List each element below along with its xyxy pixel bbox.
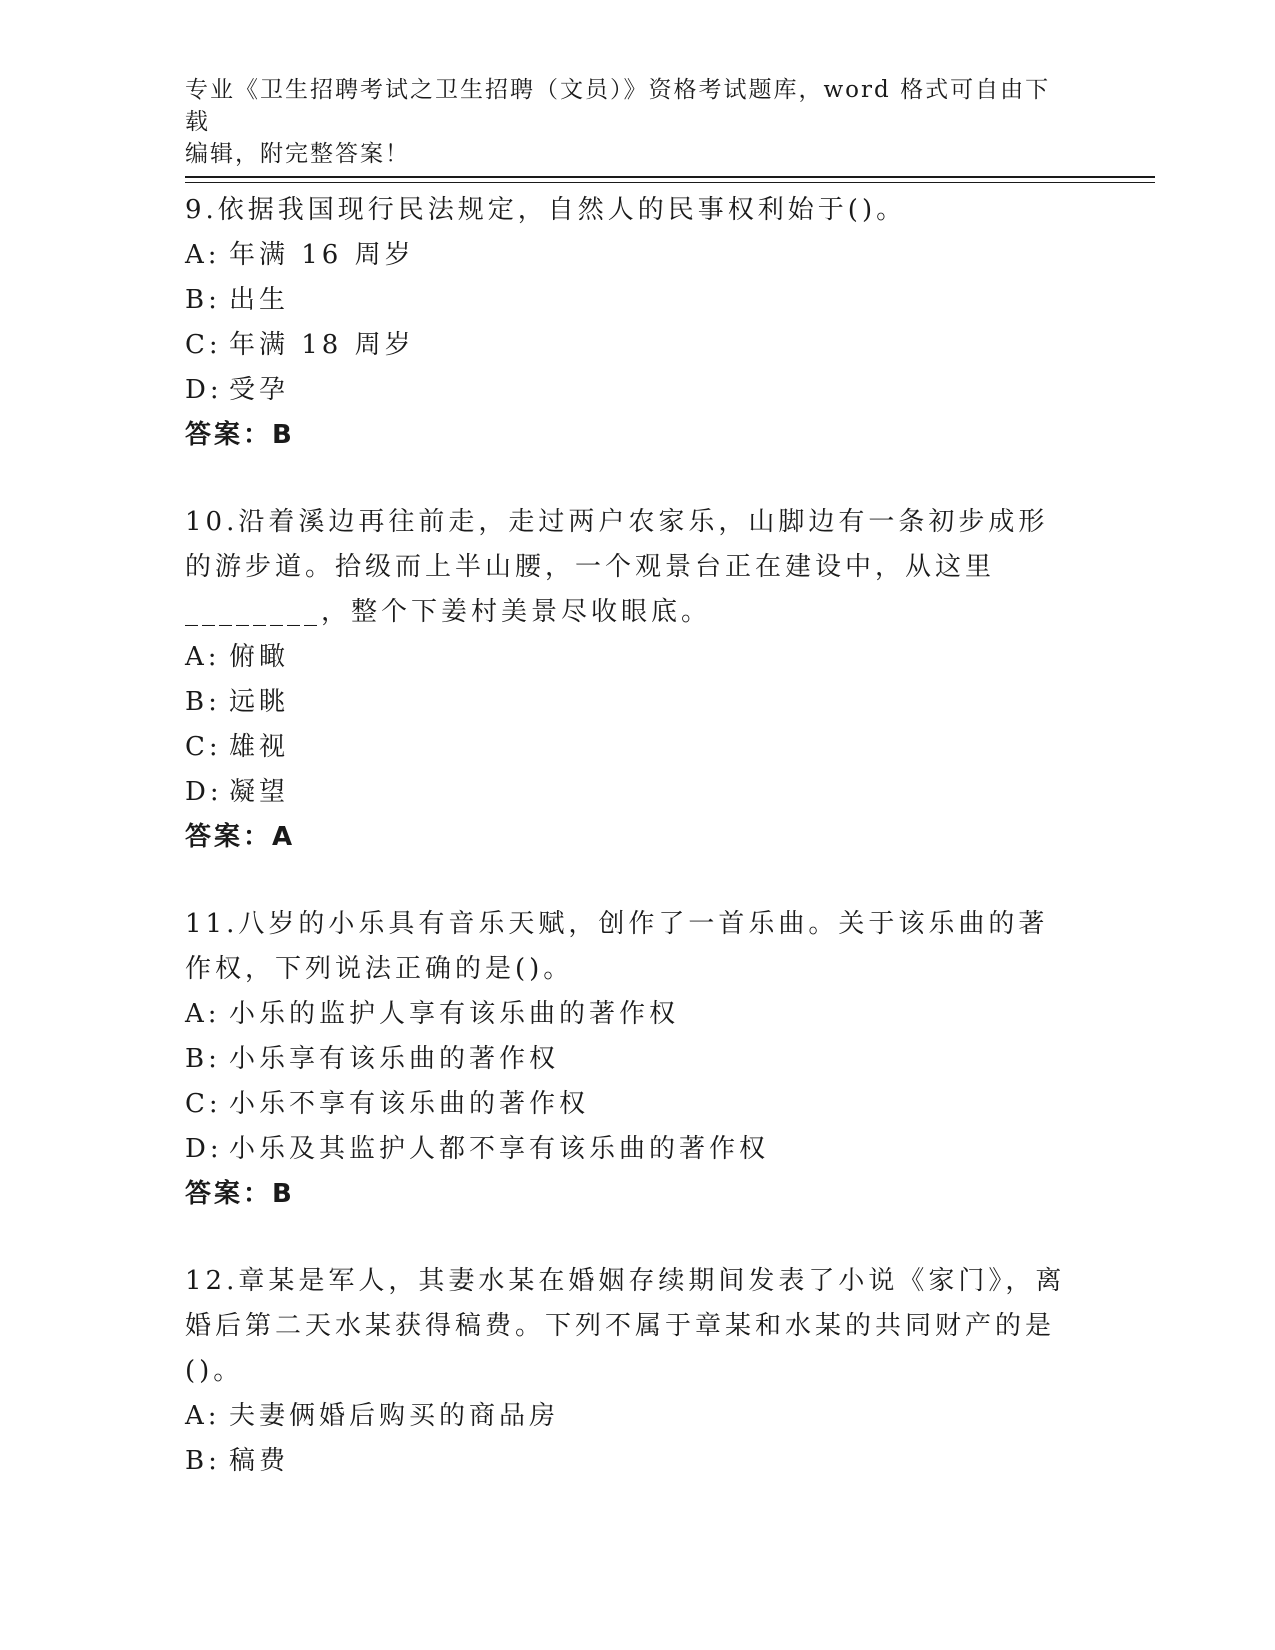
option-text: 夫妻俩婚后购买的商品房 <box>229 1401 560 1431</box>
question-stem: 10.沿着溪边再往前走，走过两户农家乐，山脚边有一条初步成形的游步道。拾级而上半山腰，一个观景台正在建设中，从这里________，整个下姜村美景尽收眼底。 <box>185 507 1049 627</box>
question-11 <box>185 902 1075 1217</box>
option-text: 雄视 <box>229 732 290 762</box>
answer-line: 答案：B <box>185 420 295 450</box>
option-letter: C: <box>185 330 222 360</box>
option-letter: A: <box>185 999 221 1029</box>
option-d <box>185 770 1075 815</box>
option-c <box>185 323 1075 368</box>
option-b <box>185 1037 1075 1082</box>
option-letter: B: <box>185 687 221 717</box>
header-divider-thick <box>185 176 1155 178</box>
option-text: 出生 <box>229 285 290 315</box>
question-stem: 11.八岁的小乐具有音乐天赋，创作了一首乐曲。关于该乐曲的著作权，下列说法正确的是()。 <box>185 909 1049 984</box>
option-letter: A: <box>185 642 221 672</box>
option-text: 小乐的监护人享有该乐曲的著作权 <box>229 999 680 1029</box>
question-12 <box>185 1259 1075 1484</box>
option-letter: C: <box>185 732 222 762</box>
option-a <box>185 992 1075 1037</box>
option-b <box>185 1439 1075 1484</box>
option-text: 小乐不享有该乐曲的著作权 <box>229 1089 590 1119</box>
option-letter: A: <box>185 240 221 270</box>
option-text: 小乐享有该乐曲的著作权 <box>229 1044 560 1074</box>
option-d <box>185 368 1075 413</box>
option-a <box>185 635 1075 680</box>
option-text: 凝望 <box>229 777 290 807</box>
header-line-2: 编辑，附完整答案！ <box>185 141 410 167</box>
option-text: 俯瞰 <box>229 642 290 672</box>
document-header <box>185 74 1075 170</box>
option-letter: C: <box>185 1089 222 1119</box>
option-text: 受孕 <box>229 375 290 405</box>
question-9 <box>185 188 1075 458</box>
header-line-1: 专业《卫生招聘考试之卫生招聘（文员）》资格考试题库，word 格式可自由下载 <box>185 77 1051 135</box>
question-list <box>185 188 1075 1526</box>
option-text: 年满 16 周岁 <box>229 240 415 270</box>
option-text: 年满 18 周岁 <box>229 330 415 360</box>
option-letter: D: <box>185 777 223 807</box>
answer-line: 答案：B <box>185 1179 295 1209</box>
option-letter: A: <box>185 1401 221 1431</box>
option-text: 稿费 <box>229 1446 290 1476</box>
option-a <box>185 1394 1075 1439</box>
option-text: 小乐及其监护人都不享有该乐曲的著作权 <box>229 1134 770 1164</box>
option-b <box>185 278 1075 323</box>
answer-line: 答案：A <box>185 822 296 852</box>
option-d <box>185 1127 1075 1172</box>
option-letter: B: <box>185 1446 221 1476</box>
option-c <box>185 725 1075 770</box>
option-c <box>185 1082 1075 1127</box>
question-stem: 9.依据我国现行民法规定，自然人的民事权利始于()。 <box>185 195 907 225</box>
option-letter: D: <box>185 1134 223 1164</box>
option-letter: D: <box>185 375 223 405</box>
option-letter: B: <box>185 285 221 315</box>
question-stem: 12.章某是军人，其妻水某在婚姻存续期间发表了小说《家门》，离婚后第二天水某获得稿费。下列不属于章某和水某的共同财产的是()。 <box>185 1266 1066 1386</box>
question-10 <box>185 500 1075 860</box>
option-text: 远眺 <box>229 687 290 717</box>
option-b <box>185 680 1075 725</box>
option-letter: B: <box>185 1044 221 1074</box>
header-divider-thin <box>185 182 1155 183</box>
option-a <box>185 233 1075 278</box>
